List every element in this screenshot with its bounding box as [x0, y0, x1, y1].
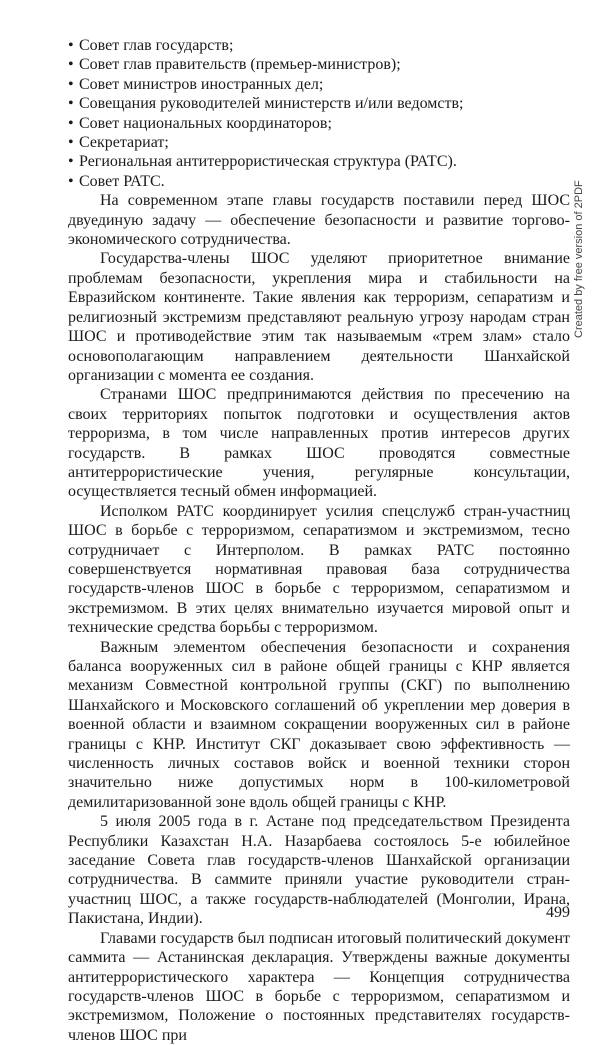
- paragraph: Исполком РАТС координирует усилия спецслужб стран-участниц ШОС в борьбе с терроризмом, сепаратизмом и экстремизмом, тесно сотрудничает с Интерполом. В рамках РАТС постоянно совершенствуется нормативная правовая база сотрудничества государств-членов ШОС в борьбе с терроризмом, сепаратизмом и экстремизмом. В этих целях внимательно изучается мировой опыт и технические средства борьбы с терроризмом.: [68, 502, 570, 637]
- page-number: 499: [546, 904, 570, 921]
- list-item: • Совет министров иностранных дел;: [68, 75, 570, 94]
- list-item: • Совет РАТС.: [68, 172, 570, 191]
- page-body: [68, 36, 570, 1045]
- list-item: • Региональная антитеррористическая структура (РАТС).: [68, 152, 570, 171]
- paragraph: Важным элементом обеспечения безопасности и сохранения баланса вооруженных сил в районе общей границы с КНР является механизм Совместной контрольной группы (СКГ) по выполнению Шанхайского и Московского соглашений об укреплении мер доверия в военной области и взаимном сокращении вооруженных сил в районе границы с КНР. Институт СКГ доказывает свою эффективность — численность личных составов войск и военной техники сторон значительно ниже допустимых норм в 100-километровой демилитаризованной зоне вдоль общей границы с КНР.: [68, 638, 570, 811]
- list-item: • Совет глав государств;: [68, 36, 570, 55]
- paragraph: На современном этапе главы государств поставили перед ШОС двуединую задачу — обеспечение безопасности и развитие торгово-экономического сотрудничества.: [68, 192, 570, 249]
- bodies-list: [68, 36, 570, 191]
- list-item: • Совет глав правительств (премьер-министров);: [68, 55, 570, 74]
- paragraph: Главами государств был подписан итоговый политический документ саммита — Астанинская декларация. Утверждены важные документы антитеррористического характера — Концепция сотрудничества государств-членов ШОС в борьбе с терроризмом, сепаратизмом и экстремизмом, Положение о постоянных представителях государств-членов ШОС при: [68, 929, 570, 1044]
- paragraph: 5 июля 2005 года в г. Астане под председательством Президента Республики Казахстан Н.А. Назарбаева состоялось 5-е юбилейное заседание Совета глав государств-членов Шанхайской организации сотрудничества. В саммите приняли участие руководители стран-участниц ШОС, а также государств-наблюдателей (Монголии, Ирана, Пакистана, Индии).: [68, 813, 570, 928]
- list-item: • Секретариат;: [68, 133, 570, 152]
- list-item: • Совет национальных координаторов;: [68, 114, 570, 133]
- list-item: • Совещания руководителей министерств и/или ведомств;: [68, 94, 570, 113]
- watermark-text: Created by free version of 2PDF: [573, 180, 585, 338]
- paragraph: Государства-члены ШОС уделяют приоритетное внимание проблемам безопасности, укрепления мира и стабильности на Евразийском континенте. Такие явления как терроризм, сепаратизм и религиозный экстремизм представляют реальную угрозу народам стран ШОС и противодействие этим так называемым «трем злам» стало основополагающим направлением деятельности Шанхайской организации с момента ее создания.: [68, 250, 570, 384]
- paragraph: Странами ШОС предпринимаются действия по пресечению на своих территориях попыток подготовки и осуществления актов терроризма, в том числе направленных против интересов других государств. В рамках ШОС проводятся совместные антитеррористические учения, регулярные консультации, осуществляется тесный обмен информацией.: [68, 386, 570, 501]
